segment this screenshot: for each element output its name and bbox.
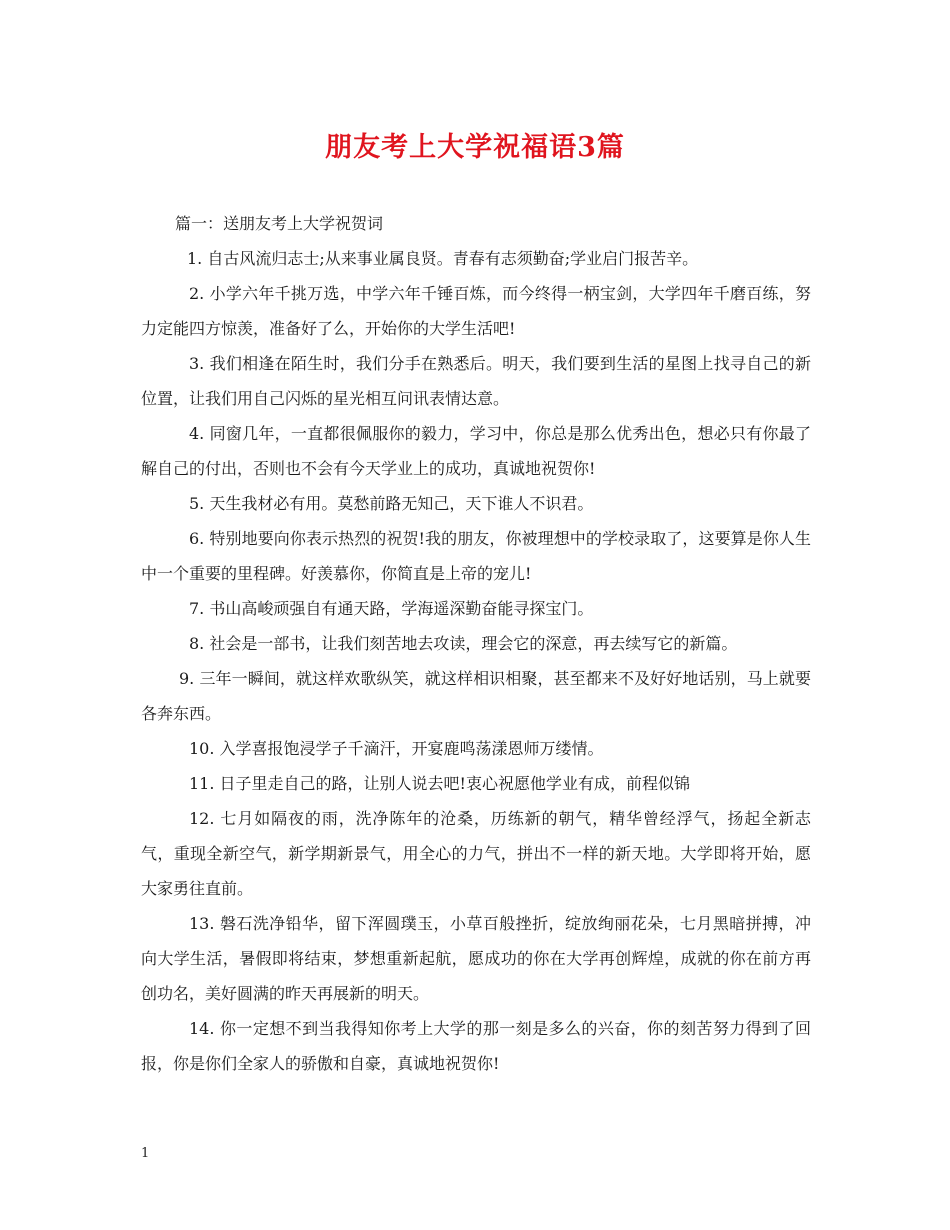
list-item: 1. 自古风流归志士;从来事业属良贤。青春有志须勤奋;学业启门报苦辛。 [187, 249, 699, 268]
list-item: 10. 入学喜报饱浸学子千滴汗，开宴鹿鸣荡漾恩师万缕情。 [189, 739, 604, 758]
list-item: 13. 磐石洗净铅华，留下浑圆璞玉，小草百般挫折，绽放绚丽花朵，七月黑暗拼搏，冲向大学生活，暑假即将结束，梦想重新起航，愿成功的你在大学再创辉煌，成就的你在前方再创功名，美好圆满的昨天再展新的明天。 [141, 914, 811, 1003]
section-heading: 篇一：送朋友考上大学祝贺词 [175, 214, 384, 233]
list-item: 9. 三年一瞬间，就这样欢歌纵笑，就这样相识相聚，甚至都来不及好好地话别，马上就要各奔东西。 [141, 669, 811, 723]
list-item: 3. 我们相逢在陌生时，我们分手在熟悉后。明天，我们要到生活的星图上找寻自己的新位置，让我们用自己闪烁的星光相互问讯表情达意。 [141, 354, 811, 408]
list-item: 5. 天生我材必有用。莫愁前路无知己，天下谁人不识君。 [189, 494, 594, 513]
list-item: 12. 七月如隔夜的雨，洗净陈年的沧桑，历练新的朝气，精华曾经浮气，扬起全新志气，重现全新空气，新学期新景气，用全心的力气，拼出不一样的新天地。大学即将开始，愿大家勇往直前。 [141, 809, 811, 898]
list-item: 11. 日子里走自己的路，让别人说去吧!衷心祝愿他学业有成，前程似锦 [189, 774, 690, 793]
list-item: 4. 同窗几年，一直都很佩服你的毅力，学习中，你总是那么优秀出色，想必只有你最了解自己的付出，否则也不会有今天学业上的成功，真诚地祝贺你! [141, 424, 811, 478]
list-item: 7. 书山高峻顽强自有通天路，学海遥深勤奋能寻探宝门。 [189, 599, 594, 618]
list-item: 6. 特别地要向你表示热烈的祝贺!我的朋友，你被理想中的学校录取了，这要算是你人生中一个重要的里程碑。好羡慕你，你简直是上帝的宠儿! [141, 529, 811, 583]
list-item: 14. 你一定想不到当我得知你考上大学的那一刻是多么的兴奋，你的刻苦努力得到了回报，你是你们全家人的骄傲和自豪，真诚地祝贺你! [141, 1019, 811, 1073]
document-title: 朋友考上大学祝福语3篇 [325, 132, 625, 163]
list-item: 2. 小学六年千挑万选，中学六年千锤百炼，而今终得一柄宝剑，大学四年千磨百练，努力定能四方惊羡，准备好了么，开始你的大学生活吧! [141, 284, 811, 338]
list-item: 8. 社会是一部书，让我们刻苦地去攻读，理会它的深意，再去续写它的新篇。 [189, 634, 738, 653]
page-number: 1 [141, 1146, 150, 1161]
document-body [141, 206, 811, 1081]
